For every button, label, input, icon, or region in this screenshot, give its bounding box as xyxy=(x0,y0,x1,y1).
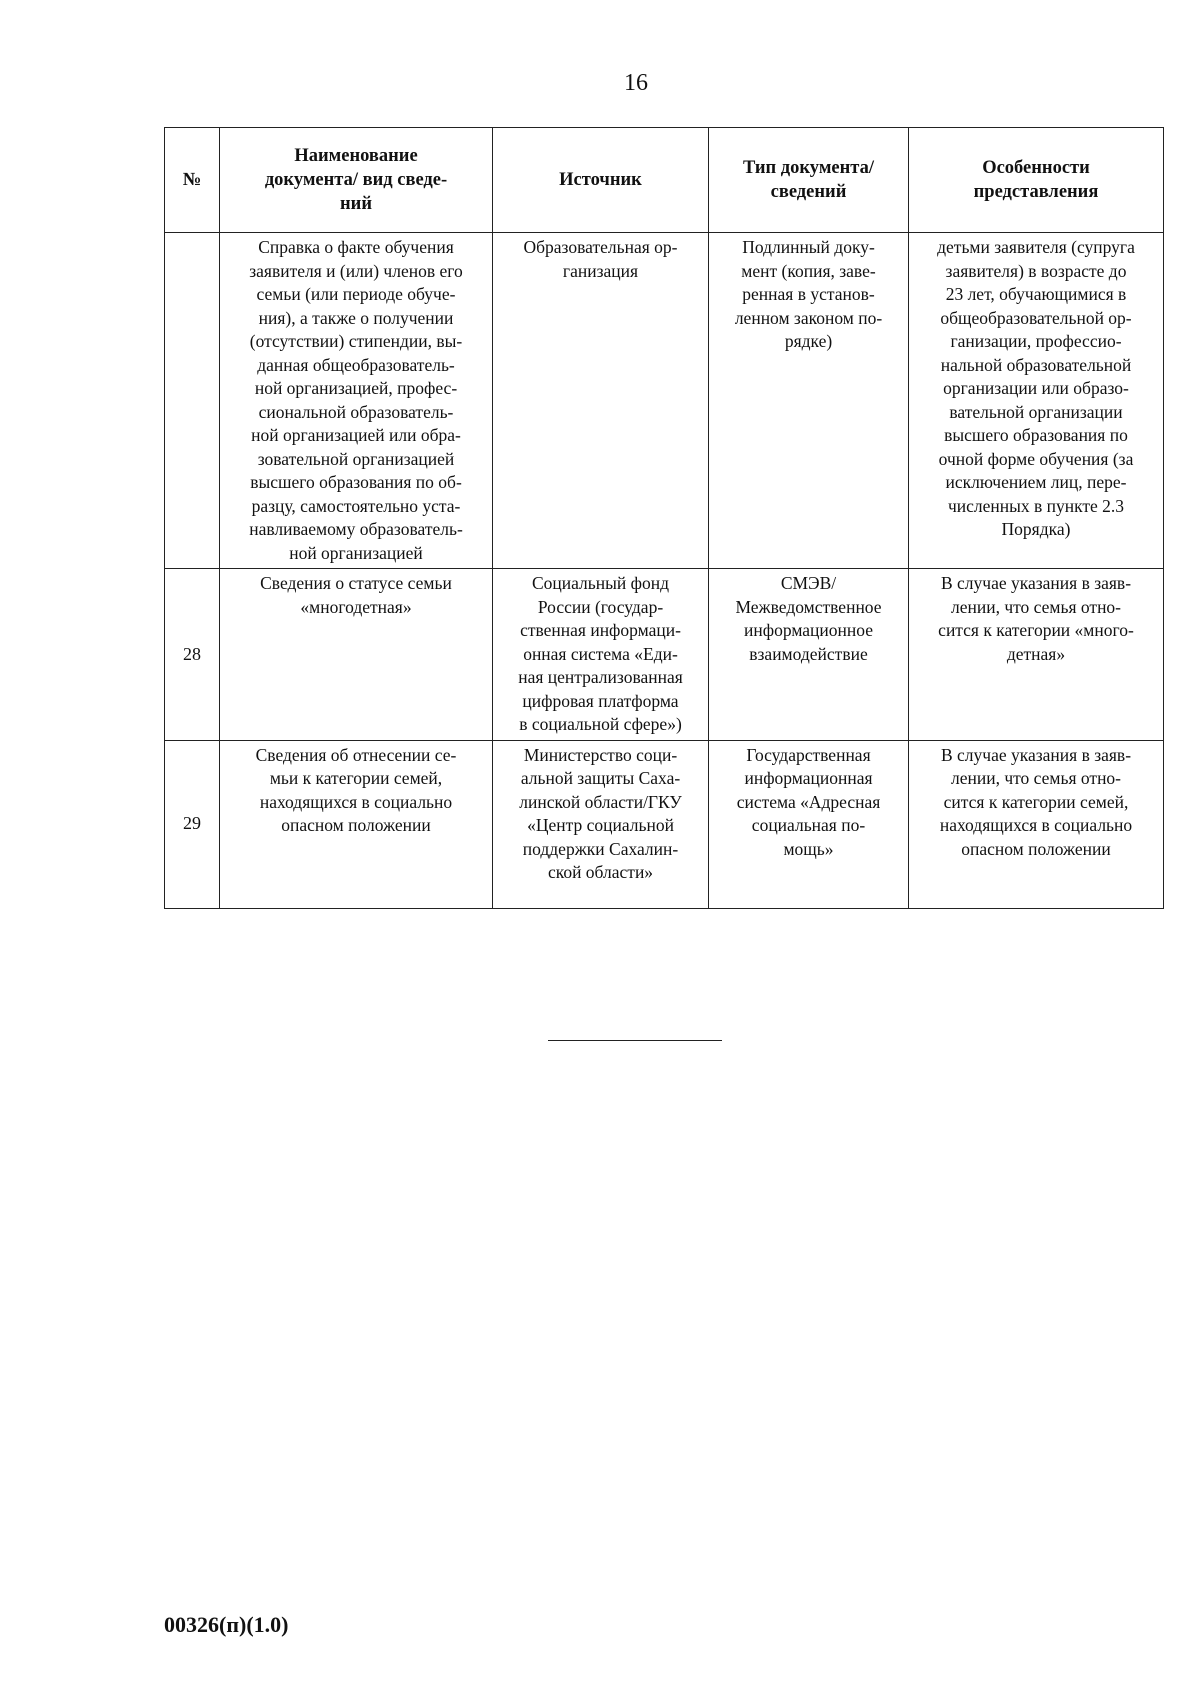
row-number xyxy=(165,233,220,569)
row-source: Социальный фонд России (государ- ственная информаци- онная система «Еди- ная централизованная цифровая платформа в социальной сфере») xyxy=(493,569,709,741)
document-code: 00326(п)(1.0) xyxy=(164,1612,289,1637)
row-presentation-notes: детьми заявителя (супруга заявителя) в возрасте до 23 лет, обучающимися в общеобразовательной ор- ганизации, профессио- нальной образовательной организации или образо- вательной организации высшего образования по очной форме обучения (за исключением лиц, пере- численных в пункте 2.3 Порядка) xyxy=(909,233,1164,569)
table-header-row xyxy=(165,128,1164,233)
header-document-type: Тип документа/ сведений xyxy=(709,128,909,233)
row-number: 28 xyxy=(165,569,220,741)
row-source: Образовательная ор- ганизация xyxy=(493,233,709,569)
header-number: № xyxy=(165,128,220,233)
separator-line xyxy=(548,1040,722,1041)
row-document-name: Сведения об отнесении се- мьи к категории семей, находящихся в социально опасном положении xyxy=(220,740,493,908)
row-presentation-notes: В случае указания в заяв- лении, что семья отно- сится к категории семей, находящихся в социально опасном положении xyxy=(909,740,1164,908)
table-row xyxy=(165,569,1164,741)
page-number: 16 xyxy=(624,70,648,96)
header-presentation-notes: Особенности представления xyxy=(909,128,1164,233)
row-document-type: Подлинный доку- мент (копия, заве- ренная в установ- ленном законом по- рядке) xyxy=(709,233,909,569)
row-document-name: Сведения о статусе семьи «многодетная» xyxy=(220,569,493,741)
table-row xyxy=(165,740,1164,908)
table-row xyxy=(165,233,1164,569)
row-source: Министерство соци- альной защиты Саха- линской области/ГКУ «Центр социальной поддержки Сахалин- ской области» xyxy=(493,740,709,908)
row-document-type: СМЭВ/ Межведомственное информационное взаимодействие xyxy=(709,569,909,741)
header-document-name: Наименование документа/ вид сведе- ний xyxy=(220,128,493,233)
row-document-name: Справка о факте обучения заявителя и (или) членов его семьи (или периоде обуче- ния), а также о получении (отсутствии) стипендии, вы- данная общеобразователь- ной организацией, профес- сиональной образователь- ной организацией или обра- зовательной организацией высшего образования по об- разцу, самостоятельно уста- навливаемому образователь- ной организацией xyxy=(220,233,493,569)
row-document-type: Государственная информационная система «Адресная социальная по- мощь» xyxy=(709,740,909,908)
row-number: 29 xyxy=(165,740,220,908)
documents-table xyxy=(164,127,1164,909)
row-presentation-notes: В случае указания в заяв- лении, что семья отно- сится к категории «много- детная» xyxy=(909,569,1164,741)
header-source: Источник xyxy=(493,128,709,233)
